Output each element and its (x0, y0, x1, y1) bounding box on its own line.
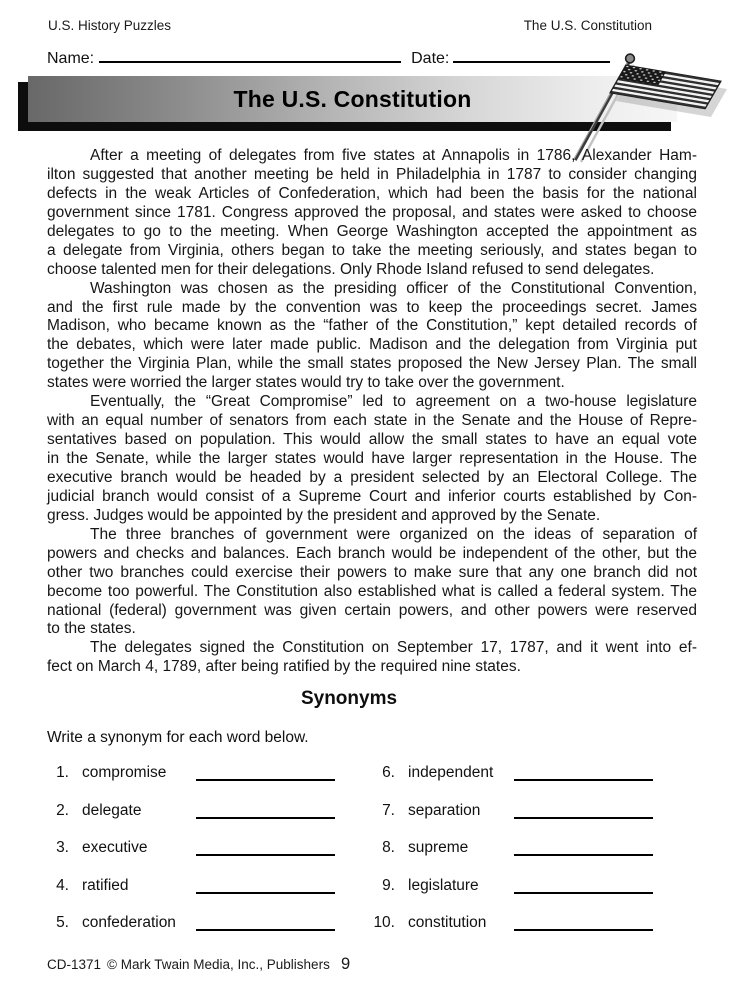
item-number: 9. (382, 876, 395, 894)
paragraph-line: become too powerful. The Constitution also established what is called a federal system. The (47, 582, 697, 600)
item-number: 8. (382, 839, 395, 856)
answer-blank-line (196, 843, 335, 856)
synonym-row (47, 839, 697, 856)
paragraph-line: together the Virginia Plan, while the small states proposed the New Jersey Plan. The small (47, 355, 697, 373)
paragraph-line: a delegate from Virginia, others began to take the meeting seriously, and states began to (47, 241, 697, 259)
item-word: ratified (82, 876, 129, 894)
paragraph-line: powers and checks and balances. Each branch would be independent of the other, but the (47, 544, 697, 562)
publisher-credit (47, 957, 330, 972)
paragraph-line: executive branch would be headed by a president selected by an Electoral College. The (47, 468, 697, 486)
answer-blank-line (514, 768, 653, 781)
item-number: 4. (56, 876, 69, 894)
page-footer (0, 955, 742, 975)
paragraph (47, 147, 697, 280)
synonyms-heading: Synonyms (300, 688, 398, 709)
paragraph-line: government since 1781. Congress approved the proposal, and states were asked to choose (47, 203, 697, 221)
name-label: Name: (47, 50, 95, 67)
paragraph-line: fect on March 4, 1789, after being ratified by the required nine states. (47, 658, 521, 676)
synonyms-list (47, 764, 697, 952)
item-word: legislature (408, 876, 479, 894)
paragraph-line: the debates, which were later made public. Madison and the delegation from Virginia put (47, 336, 697, 354)
answer-blank-line (196, 881, 335, 894)
paragraph (47, 280, 697, 394)
paragraph-line: gress. Judges would be appointed by the president and approved by the Senate. (47, 506, 601, 524)
answer-blank-line (514, 843, 653, 856)
paragraph-line: ilton suggested that another meeting be held in Philadelphia in 1787 to consider changing (47, 165, 697, 183)
item-number: 2. (56, 801, 69, 819)
paragraph-line: After a meeting of delegates from five states at Annapolis in 1786, Alexander Ham- (90, 147, 697, 164)
item-number: 6. (382, 764, 395, 781)
answer-blank-line (196, 918, 335, 931)
page-title: The U.S. Constitution (233, 86, 472, 112)
item-number: 1. (56, 764, 69, 781)
item-word: constitution (408, 914, 487, 931)
item-word: compromise (82, 764, 167, 781)
paragraph-line: delegates to go to the meeting. When George Washington accepted the appointment as (47, 222, 697, 240)
paragraph-line: Washington was chosen as the presiding officer of the Constitutional Convention, (90, 279, 697, 297)
paragraph-line: defects in the weak Articles of Confederation, which had been the basis for the national (47, 184, 697, 202)
item-word: independent (408, 764, 494, 781)
paragraph-line: states were worried the larger states would try to take over the government. (47, 374, 565, 392)
item-word: executive (82, 839, 148, 856)
paragraph-line: Eventually, the “Great Compromise” led to agreement on a two-house legislature (90, 393, 697, 411)
item-word: separation (408, 801, 481, 819)
running-header (0, 18, 742, 36)
item-word: supreme (408, 839, 469, 856)
paragraph-line: other two branches could exercise their powers to make sure that any one branch did not (47, 563, 697, 581)
synonym-row (47, 764, 697, 781)
synonym-row (47, 877, 697, 894)
chapter-title: The U.S. Constitution (523, 18, 652, 33)
paragraph-line: The three branches of government were organized on the ideas of separation of (90, 525, 697, 543)
answer-blank-line (514, 806, 653, 819)
article-body (47, 147, 697, 677)
answer-blank-line (196, 806, 335, 819)
paragraph-line: to the states. (47, 620, 136, 638)
synonym-row (47, 914, 697, 931)
paragraph-line: Madison, who became known as the “father of the Constitution,” kept detailed records of (47, 317, 697, 335)
synonym-row (47, 802, 697, 819)
answer-blank-line (514, 881, 653, 894)
answer-blank-line (514, 918, 653, 931)
product-code: CD-1371 (47, 957, 102, 972)
paragraph-line: sentatives based on population. This would allow the small states to have an equal vote (47, 431, 697, 449)
answer-blank-line (196, 768, 335, 781)
paragraph-line: in the Senate, while the larger states would have larger representation in the House. The (47, 450, 697, 467)
book-title: U.S. History Puzzles (48, 18, 172, 33)
item-number: 5. (56, 914, 69, 931)
paragraph-line: judicial branch would consist of a Supreme Court and inferior courts established by Con- (47, 487, 697, 505)
date-label: Date: (411, 50, 450, 67)
item-word: delegate (82, 801, 142, 819)
copyright-text: © Mark Twain Media, Inc., Publishers (107, 957, 330, 972)
page-number: 9 (341, 955, 351, 973)
paragraph-line: and the first rule made by the convention was to keep the proceedings secret. James (47, 298, 697, 316)
item-number: 7. (382, 801, 395, 819)
synonyms-instruction: Write a synonym for each word below. (47, 729, 309, 746)
paragraph (47, 393, 697, 526)
name-blank-line (99, 48, 401, 63)
paragraph-line: The delegates signed the Constitution on September 17, 1787, and it went into ef- (90, 639, 697, 657)
paragraph-line: with an equal number of senators from each state in the Senate and the House of Repre- (47, 412, 697, 430)
paragraph-line: national (federal) government was given certain powers, and other powers were reserved (47, 601, 697, 619)
item-number: 3. (56, 839, 69, 856)
paragraph-line: choose talented men for their delegations. Only Rhode Island refused to send delegates. (47, 260, 655, 278)
paragraph (47, 526, 697, 640)
item-word: confederation (82, 914, 176, 931)
paragraph (47, 639, 697, 677)
item-number: 10. (373, 914, 395, 931)
